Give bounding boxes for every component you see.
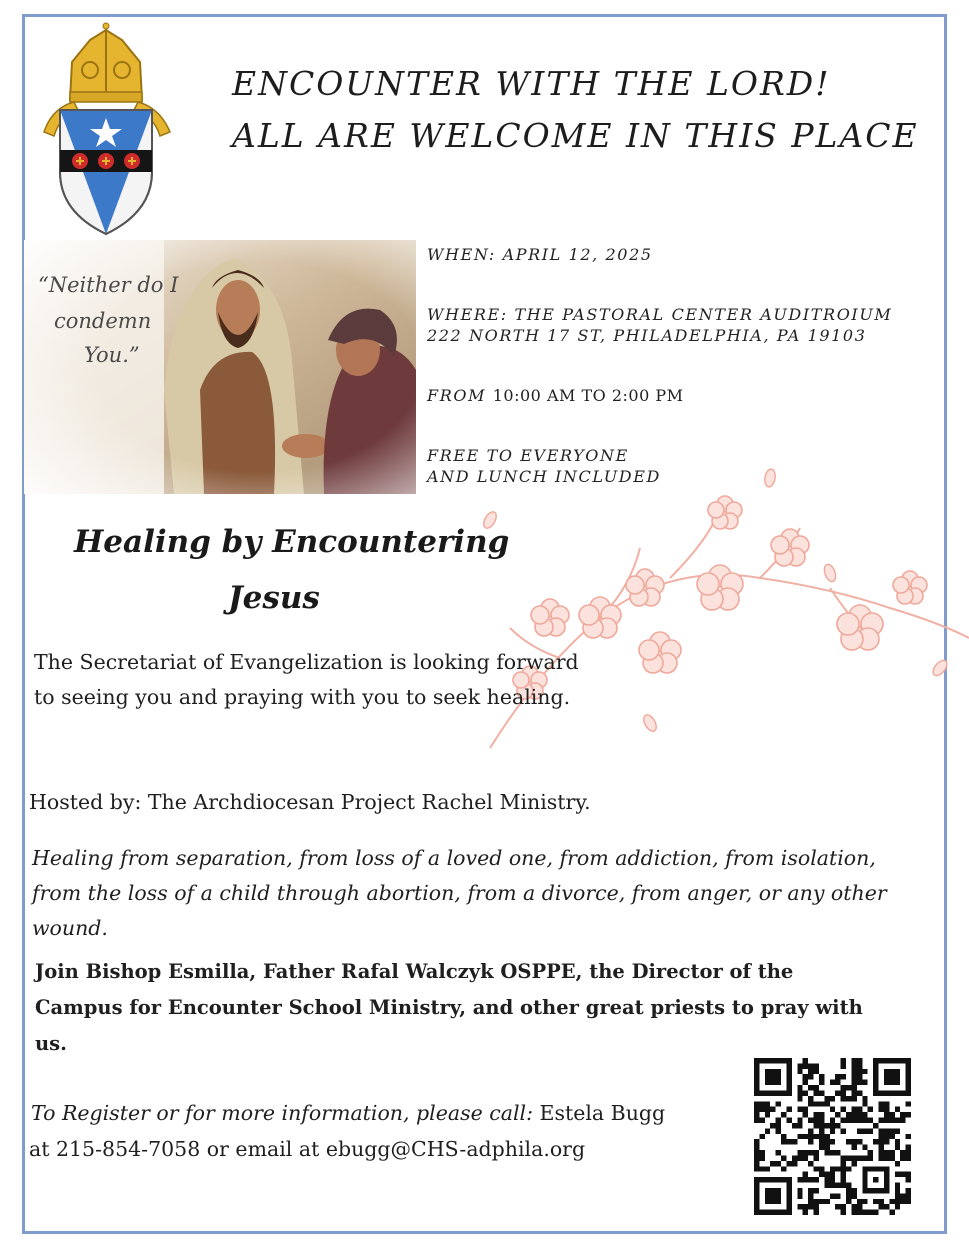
join-line-3: us. [35,1032,67,1055]
archdiocese-crest-icon [30,22,182,237]
jesus-painting-image [24,240,416,494]
register-prompt: To Register or for more information, please call: [31,1101,533,1125]
healing-line-3: wound. [32,916,108,940]
join-line-1: Join Bishop Esmilla, Father Rafal Walczyk OSPPE, the Director of the [35,960,794,983]
cherry-blossom-branch-icon [470,468,969,758]
intro-line-2: to seeing you and praying with you to seek healing. [34,685,571,709]
event-location-line-2: 222 NORTH 17 ST, PHILADELPHIA, PA 19103 [427,326,867,345]
register-contact-line[interactable]: at 215-854-7058 or email at ebugg@CHS-adphila.org [29,1137,586,1161]
headline-line-2: ALL ARE WELCOME IN THIS PLACE [232,116,919,155]
caption-line-1: “Neither do I [38,273,179,297]
intro-line-1: The Secretariat of Evangelization is looking forward [34,650,579,674]
event-date: WHEN: APRIL 12, 2025 [427,245,653,264]
healing-line-2: from the loss of a child through abortion, from a divorce, from anger, or any other [32,881,887,905]
headline-line-1: ENCOUNTER WITH THE LORD! [232,64,831,103]
register-line-1 [31,1101,665,1125]
event-title-line-1: Healing by Encountering [74,524,510,560]
event-cost-line-2: AND LUNCH INCLUDED [427,467,661,486]
event-title-line-2: Jesus [228,580,320,616]
healing-line-1: Healing from separation, from loss of a loved one, from addiction, from isolation, [32,846,876,870]
contact-name: Estela Bugg [532,1101,666,1125]
event-location-line-1: WHERE: THE PASTORAL CENTER AUDITROIUM [427,305,893,324]
event-cost-line-1: FREE TO EVERYONE [427,446,629,465]
time-value: 10:00 AM TO 2:00 PM [492,386,684,405]
join-line-2: Campus for Encounter School Ministry, and other great priests to pray with [35,996,863,1019]
time-label: FROM [427,386,487,405]
caption-line-2: condemn [54,309,152,333]
caption-line-3: You.” [84,343,140,367]
qr-code-icon[interactable] [754,1058,911,1215]
event-time [427,386,684,405]
hosted-by-text: Hosted by: The Archdiocesan Project Rachel Ministry. [29,790,591,814]
